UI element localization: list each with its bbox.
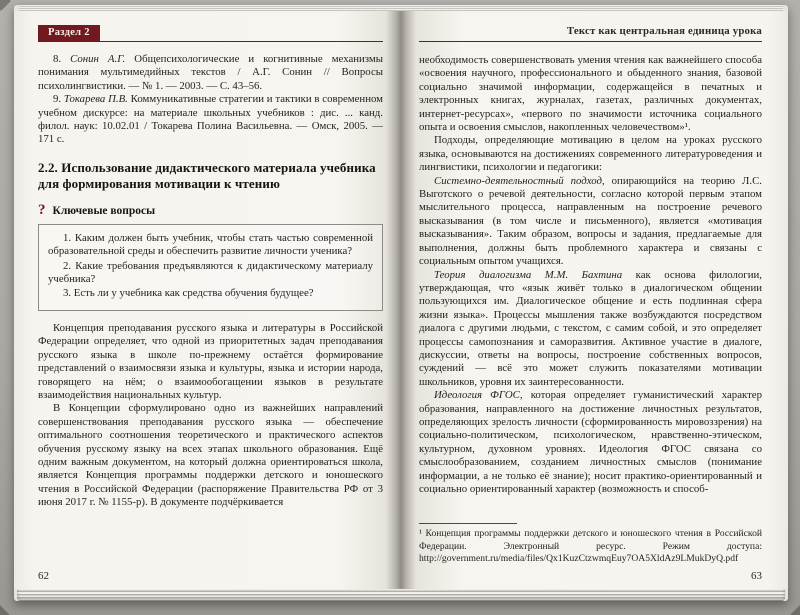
paragraph-text: , которая определяет гуманистический характер образования, направленного на достижение личностных результатов, определяющих зрелость личности (сформированность мировоззрения) на социально-политическом, психологическом, нравственно-этическом, культурном, духовном уровнях. Идеология ФГОС связана со смыслообразованием, созданием личностных смыслов (понимание информации, а не только её знание); носит практико-ориентированный и социально ориентированный характер (возможность и способ-	[419, 389, 762, 495]
body-paragraph: В Концепции сформулировано одно из важнейших направлений совершенствования преподавания русского языка — обеспечение оптимального соотношения теоретического и практического аспектов обучения русскому языку на всех этапах школьного образования. Ещё одним важным документом, на который должна ориентироваться школа, является Концепция программы поддержки детского и юношеского чтения в Российской Федерации (распоряжение Правительства РФ от 3 июня 2017 г. № 1155-р). В документе подчёркивается	[38, 402, 383, 509]
bib-text: Общепсихологические и когнитивные механизмы понимания мультимедийных текстов / А.Г. Сонин // Вопросы психолингвистики. — № 1. — 2003. — С. 43–56.	[38, 53, 383, 92]
photo-corner	[790, 605, 800, 615]
photo-corner	[0, 0, 11, 11]
body-paragraph: Концепция преподавания русского языка и литературы в Российской Федерации определяет, что одной из приоритетных задач преподавания русского языка в школе по-прежнему остаётся формирование представлений о взаимосвязи языка и культуры, языка и истории народа, говорящего на нём; о взаимообогащении языков в результате взаимодействия национальных культур.	[38, 321, 383, 401]
bib-author: Сонин А.Г.	[70, 53, 126, 65]
section-badge: Раздел 2	[38, 25, 100, 41]
bibliography-entry	[38, 93, 383, 147]
bibliography-entry	[38, 53, 383, 93]
left-page-content	[38, 25, 383, 559]
bib-author: Токарева П.В.	[63, 93, 128, 106]
question-item: 1. Каким должен быть учебник, чтобы стать частью современной образовательной среды и обеспечить развитие личности ученика?	[48, 231, 373, 258]
paragraph-text: , опирающийся на теорию Л.С. Выготского о речевой деятельности, согласно которой первым этапом мыслительного процесса, направленным на построение речевого высказывания (в том числе и письменного), является «мотивация высказывания». Таким образом, вопросы и задания, предлагаемые для выполнения, должны быть проблемного характера и связаны с социальным опытом учащихся.	[419, 174, 762, 268]
paragraph-text: как основа филологии, утверждающая, что «язык живёт только в диалогическом общении пользующихся им. Диалогическое общение и есть подлинная сфера жизни языка». Процессы мышления также возбуждаются посредством диалога с другими людьми, с текстом, с самим собой, и это определяет процессы самопознания и саморазвития. Активное участие в диалоге, дискуссии, ответы на вопросы, построение собственных вопросов, суждений — всё это может служить показателями мотивации школьников, уровня их заинтересованности.	[419, 268, 762, 388]
paragraph-lead: Системно-деятельностный подход	[434, 174, 603, 187]
body-paragraph	[419, 269, 762, 390]
body-paragraph	[419, 134, 762, 174]
paragraph-lead: Идеология ФГОС	[434, 389, 520, 402]
key-questions-label	[38, 203, 383, 217]
page-number: 63	[751, 570, 762, 582]
right-page	[401, 11, 788, 589]
question-item: 3. Есть ли у учебника как средства обучения будущее?	[63, 287, 314, 300]
paragraph-text: Подходы, определяющие мотивацию в целом на уроках русского языка, основываются на достижениях современного литературоведения и лингвистики, психологии и педагогики:	[419, 134, 762, 174]
body-paragraph	[419, 175, 762, 269]
open-book	[14, 5, 788, 601]
page-stack-bottom-edge	[17, 589, 785, 601]
paragraph-lead: Теория диалогизма М.М. Бахтина	[434, 268, 623, 281]
right-page-header: Текст как центральная единица урока	[419, 25, 762, 42]
page-spread	[14, 11, 788, 589]
right-page-content	[419, 25, 762, 517]
footnote-text: ¹ Концепция программы поддержки детского и юношеского чтения в Российской Федерации. Электронный ресурс. Режим доступа: http://government.ru/media/files/Qx1KuzCtzwmqEuy7OA5XldAz9LMukDyQ.pdf	[419, 528, 762, 564]
footnote-divider	[419, 523, 517, 524]
photo-corner	[0, 605, 10, 615]
body-paragraph	[419, 389, 762, 496]
bib-text: Коммуникативные стратегии и тактики в современном учебном дискурсе: на материале школьных учебников : дис. ... канд. филол. наук: 10.02.01 / Токарева Полина Васильевна. — Омск, 2005. — 171 с.	[38, 93, 383, 146]
page-number: 62	[38, 570, 49, 582]
section-heading: 2.2. Использование дидактического материала учебника для формирования мотивации к чтению	[38, 159, 376, 192]
left-page	[14, 11, 401, 589]
footnote	[419, 523, 762, 565]
paragraph-text: необходимость совершенствовать умения чтения как важнейшего способа «освоения научного, профессионального и обыденного знания, базовой социально значимой информации, содержащейся в печатных и электронных книгах, журналах, газетах, различных документах, интернет-ресурсах», «первого по значимости источника социального опыта и освоения смыслов, накопленных человечеством»¹.	[419, 54, 762, 134]
question-mark-icon: ?	[38, 201, 46, 218]
key-questions-title: Ключевые вопросы	[52, 204, 156, 217]
bib-number: 8.	[53, 53, 71, 65]
left-page-header	[38, 25, 383, 42]
bib-number: 9.	[53, 93, 64, 106]
body-paragraph	[419, 54, 762, 134]
question-item: 2. Какие требования предъявляются к дидактическому материалу учебника?	[48, 259, 373, 286]
key-questions-box	[38, 224, 383, 311]
